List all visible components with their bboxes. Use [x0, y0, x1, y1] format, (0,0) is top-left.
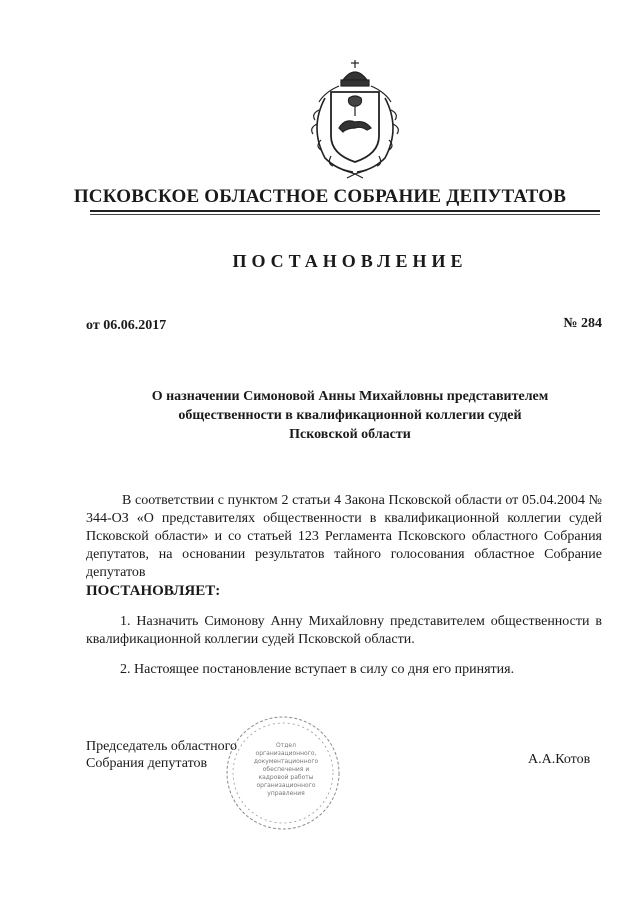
- pskov-coat-of-arms-icon: [295, 58, 415, 183]
- decision-item-1: [86, 613, 602, 649]
- organization-title: ПСКОВСКОЕ ОБЛАСТНОЕ СОБРАНИЕ ДЕПУТАТОВ: [73, 186, 567, 207]
- preamble-text: В соответствии с пунктом 2 статьи 4 Закона Псковской области от 05.04.2004 № 344-ОЗ «О представителях общественности в квалификационной коллегии судей Псковской области» и со статьей 123 Регламента Псковского областного Собрания депутатов, на основании результатов тайного голосования областное Собрание депутатов: [86, 493, 602, 580]
- preamble-paragraph: [86, 492, 602, 600]
- decree-word: ПОСТАНОВЛЯЕТ:: [86, 583, 221, 599]
- signatory-name: А.А.Котов: [528, 752, 591, 767]
- decision-item-1-text: 1. Назначить Симонову Анну Михайловну представителем общественности в квалификационной коллегии судей Псковской области.: [86, 614, 602, 647]
- header-divider: [90, 210, 600, 212]
- document-date: от 06.06.2017: [86, 318, 167, 333]
- signatory-position: [86, 738, 237, 772]
- stamp-text: Отдел организационного, документационного обеспечения и кадровой работы организационного управления: [253, 742, 319, 797]
- document-type-title: ПОСТАНОВЛЕНИЕ: [232, 251, 468, 271]
- decision-item-2: [86, 661, 602, 679]
- subject-line-2: общественности в квалификационной коллегии судей: [178, 408, 522, 423]
- header-divider-thin: [90, 214, 600, 215]
- document-number: № 284: [563, 316, 602, 331]
- subject-line-3: Псковской области: [289, 427, 411, 442]
- decision-item-2-text: 2. Настоящее постановление вступает в силу со дня его принятия.: [120, 662, 515, 677]
- signatory-position-line-1: Председатель областного: [86, 739, 238, 754]
- document-subject: [90, 387, 610, 444]
- subject-line-1: О назначении Симоновой Анны Михайловны представителем: [151, 389, 549, 404]
- signatory-position-line-2: Собрания депутатов: [86, 756, 208, 771]
